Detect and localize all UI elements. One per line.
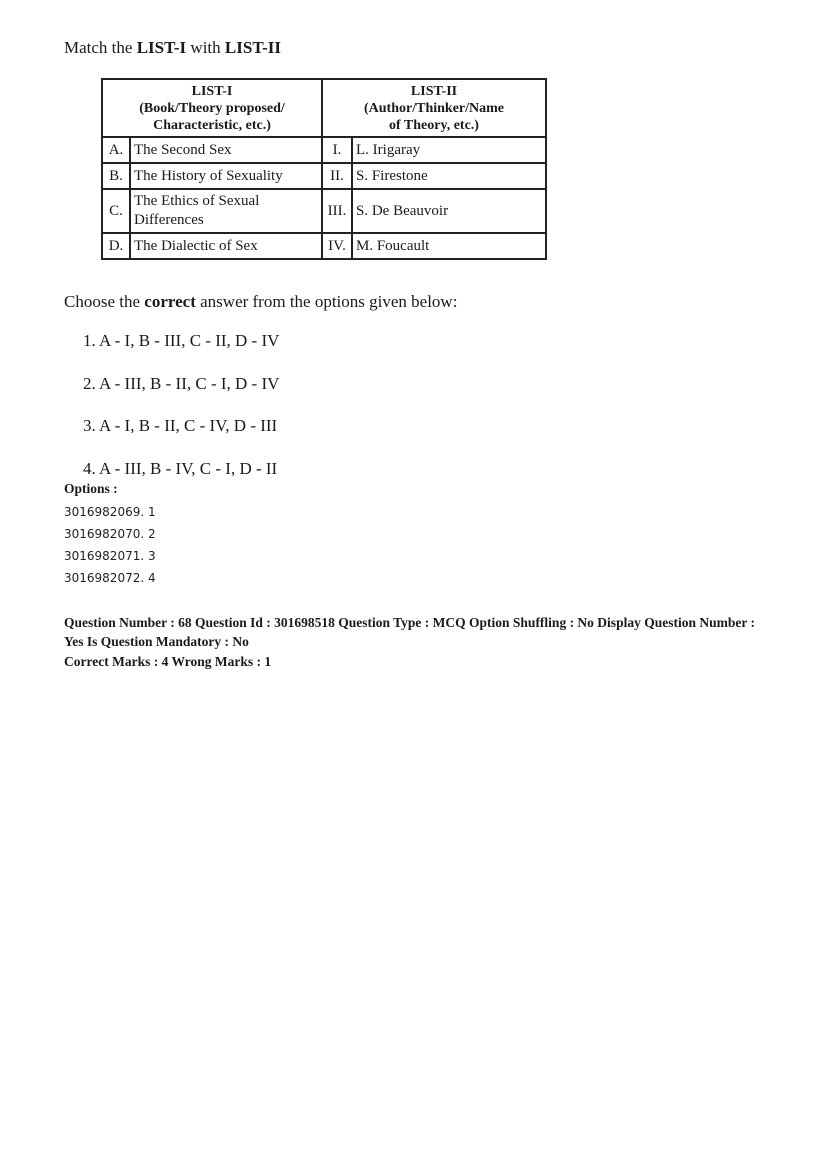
meta-line-1: Question Number : 68 Question Id : 301698518 Question Type : MCQ Option Shuffling : No Display Question Number : Yes Is Question Mandatory : No [64, 615, 755, 649]
question-prefix: Match the [64, 38, 137, 57]
options-heading: Options : [64, 481, 118, 496]
answer-list [83, 331, 279, 501]
row-label-left: C. [102, 189, 130, 233]
row-label-left: A. [102, 137, 130, 163]
row-text-right: S. De Beauvoir [352, 189, 546, 233]
row-label-right: II. [322, 163, 352, 189]
table-header-row [102, 79, 546, 137]
question-meta [64, 614, 764, 672]
row-text-left: The Second Sex [130, 137, 322, 163]
row-text-left: The History of Sexuality [130, 163, 322, 189]
header-list2: LIST-II (Author/Thinker/Name of Theory, etc.) [322, 79, 546, 137]
answer-option-2: 2. A - III, B - II, C - I, D - IV [83, 373, 280, 393]
row-label-right: IV. [322, 233, 352, 259]
row-label-right: I. [322, 137, 352, 163]
choose-instruction: Choose the correct answer from the options given below: [64, 292, 458, 311]
table-row [102, 189, 546, 233]
table-row [102, 233, 546, 259]
option-id-2: 3016982070. 2 [64, 527, 156, 541]
list2-label: LIST-II [224, 38, 281, 57]
answer-option-1: 1. A - I, B - III, C - II, D - IV [83, 331, 280, 350]
row-label-right: III. [322, 189, 352, 233]
question-middle: with [186, 38, 225, 57]
options-block [64, 481, 156, 589]
list1-label: LIST-I [136, 38, 187, 57]
option-id-3: 3016982071. 3 [64, 549, 156, 563]
option-id-4: 3016982072. 4 [64, 571, 156, 585]
question-title [64, 38, 281, 58]
row-label-left: D. [102, 233, 130, 259]
row-text-right: L. Irigaray [352, 137, 546, 163]
row-text-left: The Dialectic of Sex [130, 233, 322, 259]
row-text-right: S. Firestone [352, 163, 546, 189]
row-label-left: B. [102, 163, 130, 189]
option-id-1: 3016982069. 1 [64, 505, 156, 519]
row-text-left: The Ethics of Sexual Differences [130, 189, 322, 233]
match-table [101, 78, 547, 260]
table-row [102, 137, 546, 163]
table-row [102, 163, 546, 189]
answer-option-3: 3. A - I, B - II, C - IV, D - III [83, 416, 278, 435]
meta-line-2: Correct Marks : 4 Wrong Marks : 1 [64, 654, 272, 669]
answer-option-4: 4. A - III, B - IV, C - I, D - II [83, 458, 278, 478]
row-text-right: M. Foucault [352, 233, 546, 259]
header-list1: LIST-I (Book/Theory proposed/ Characteristic, etc.) [102, 79, 322, 137]
